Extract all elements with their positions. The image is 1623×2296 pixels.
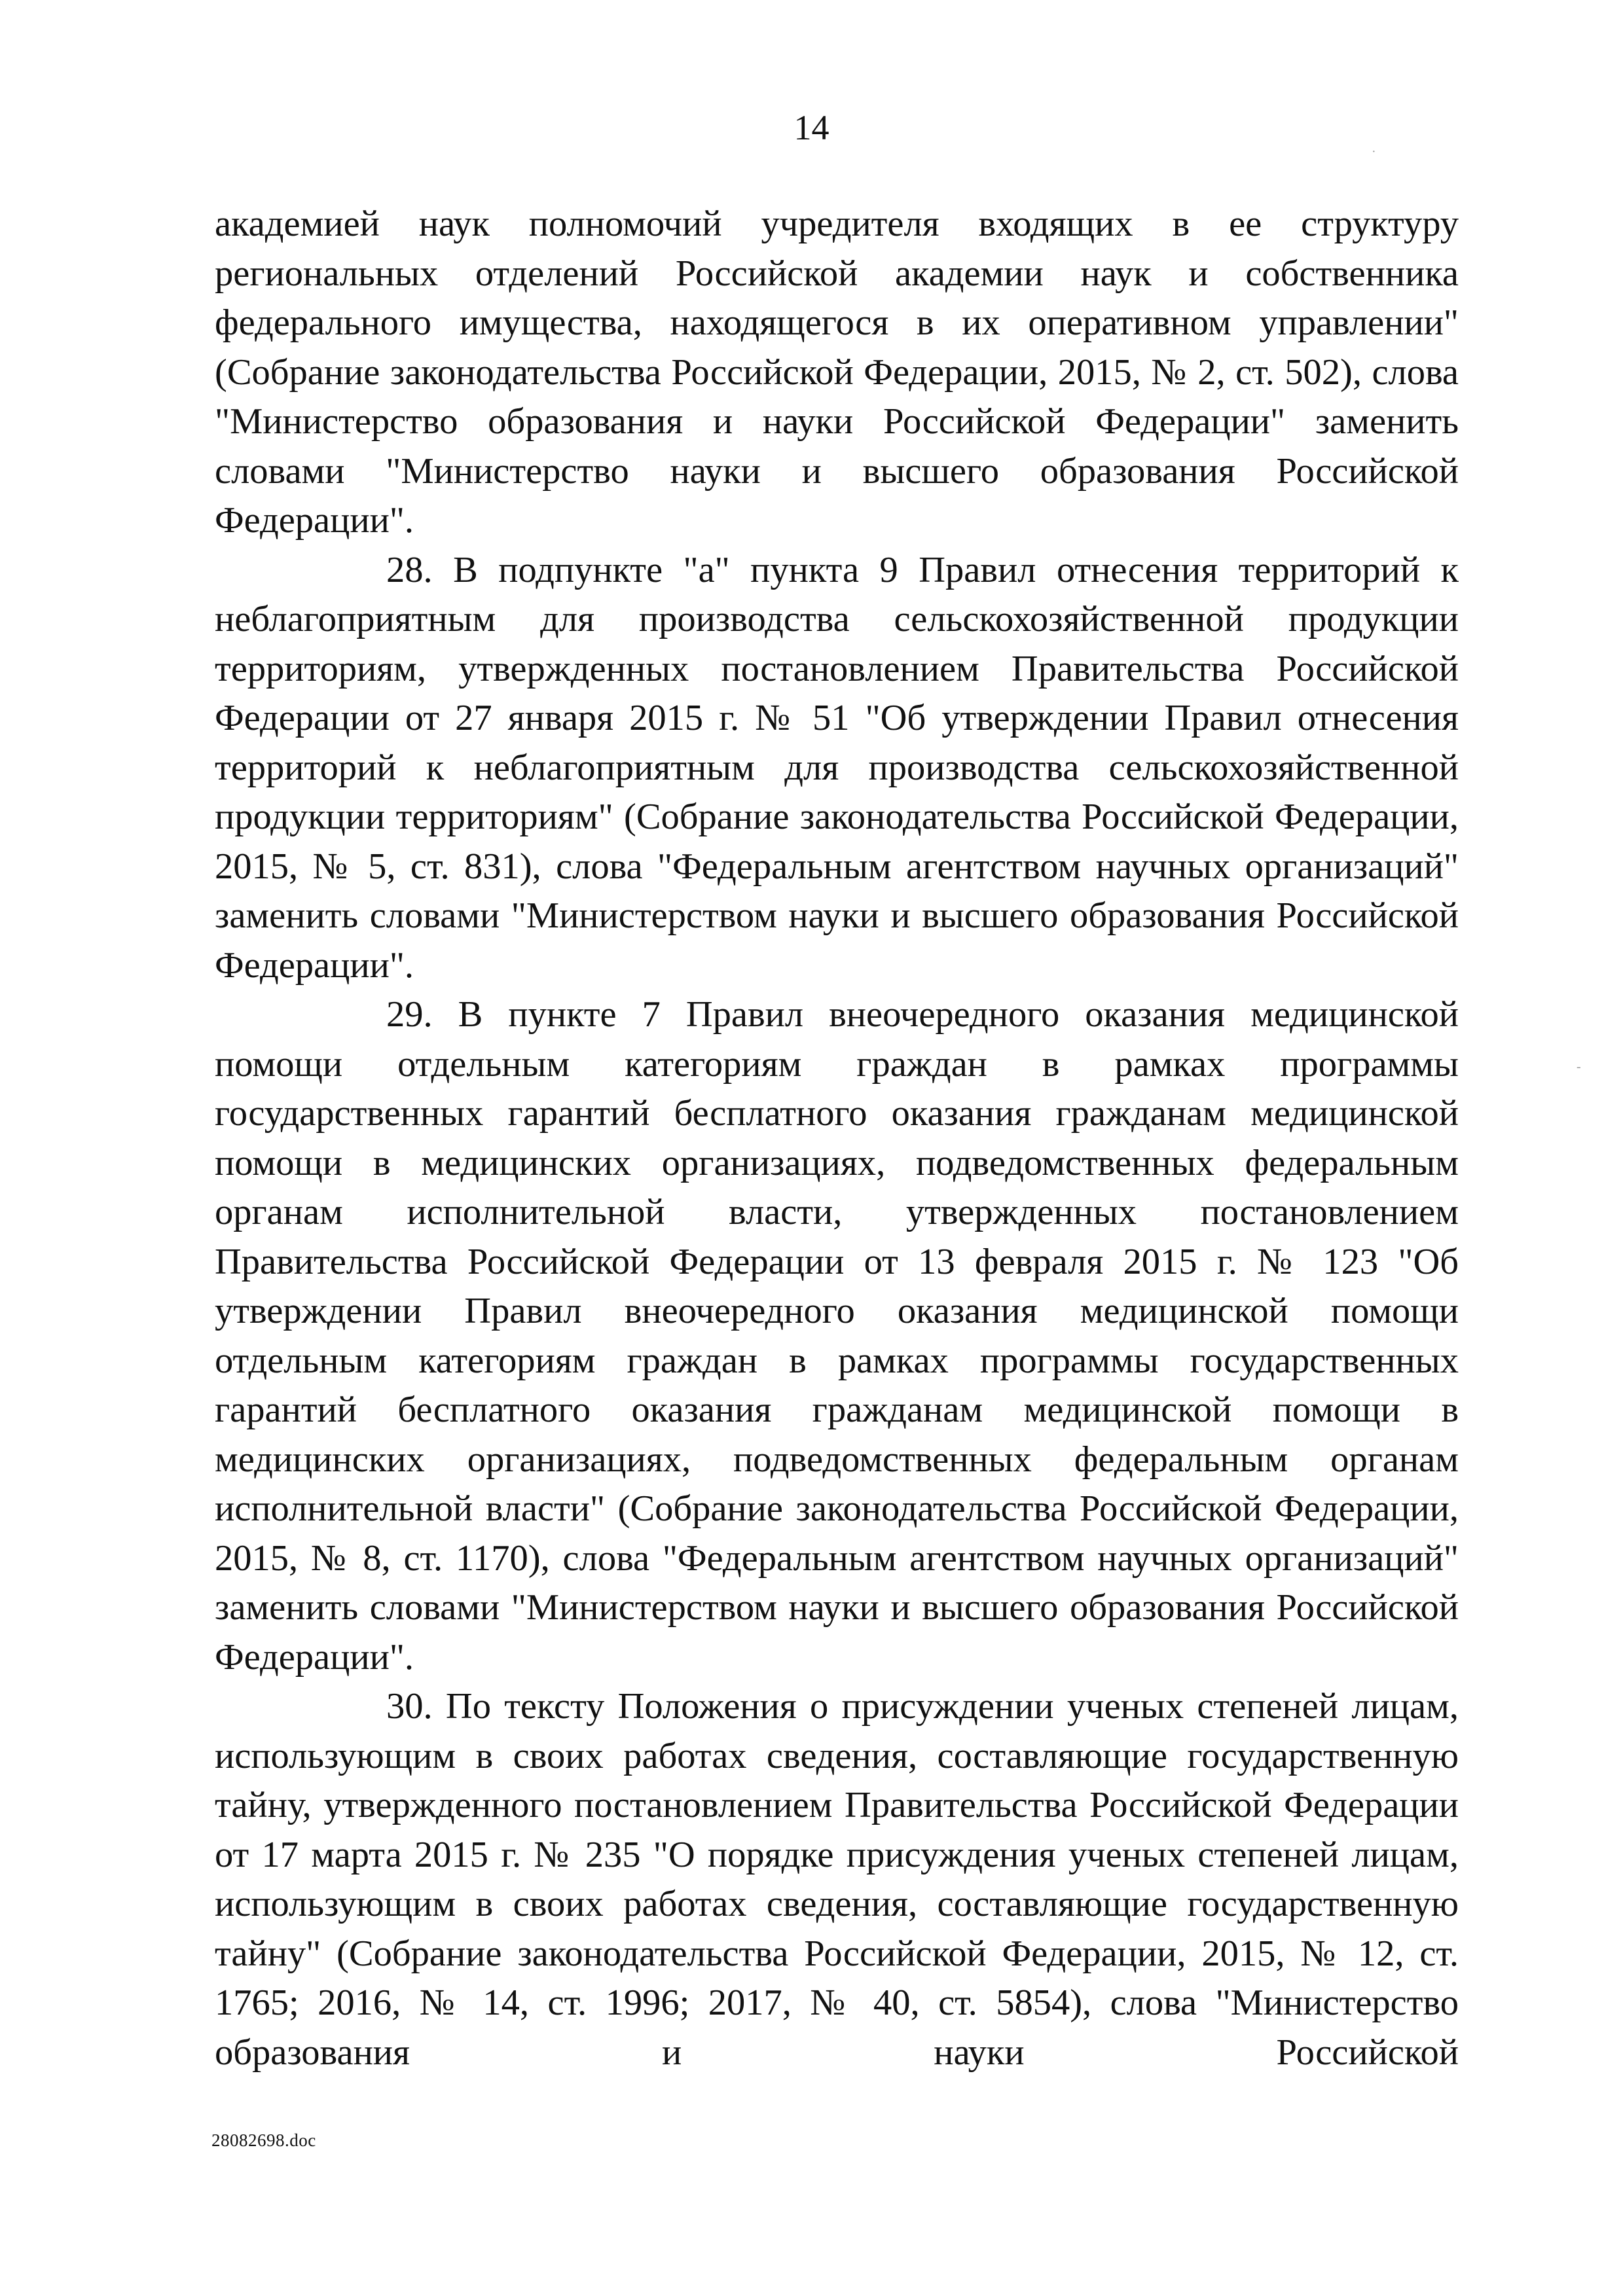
paragraph-continuation: академией наук полномочий учредителя входящих в ее структуру региональных отделений Российской академии наук и собственника федерального имущества, находящегося в их оперативном управлении" (Собрание законодательства Российской Федерации, 2015, № 2, ст. 502), слова "Министерство образования и науки Российской Федерации" заменить словами "Министерство науки и высшего образования Российской Федерации". — [215, 204, 1459, 541]
scan-speck: · — [1372, 145, 1376, 159]
footer-filename: 28082698.doc — [211, 2130, 316, 2150]
paragraph-item-29: 29. В пункте 7 Правил внеочередного оказания медицинской помощи отдельным категориям граждан в рамках программы государственных гарантий бесплатного оказания гражданам медицинской помощи в медицинских организациях, подведомственных федеральным органам исполнительной власти, утвержденных постановлением Правительства Российской Федерации от 13 февраля 2015 г. № 123 "Об утверждении Правил внеочередного оказания медицинской помощи отдельным категориям граждан в рамках программы государственных гарантий бесплатного оказания гражданам медицинской помощи в медицинских организациях, подведомственных федеральным органам исполнительной власти" (Собрание законодательства Российской Федерации, 2015, № 8, ст. 1170), слова "Федеральным агентством научных организаций" заменить словами "Министерством науки и высшего образования Российской Федерации". — [215, 994, 1459, 1677]
paragraph-item-30: 30. По тексту Положения о присуждении ученых степеней лицам, использующим в своих работах сведения, составляющие государственную тайну, утвержденного постановлением Правительства Российской Федерации от 17 марта 2015 г. № 235 "О порядке присуждения ученых степеней лицам, использующим в своих работах сведения, составляющие государственную тайну" (Собрание законодательства Российской Федерации, 2015, № 12, ст. 1765; 2016, № 14, ст. 1996; 2017, № 40, ст. 5854), слова "Министерство образования и науки Российской — [215, 1686, 1459, 2073]
scan-speck: - — [1577, 1060, 1581, 1074]
document-body — [215, 200, 1459, 2077]
page-number: 14 — [793, 108, 830, 147]
paragraph-item-28: 28. В подпункте "а" пункта 9 Правил отнесения территорий к неблагоприятным для производства сельскохозяйственной продукции территориям, утвержденных постановлением Правительства Российской Федерации от 27 января 2015 г. № 51 "Об утверждении Правил отнесения территорий к неблагоприятным для производства сельскохозяйственной продукции территориям" (Собрание законодательства Российской Федерации, 2015, № 5, ст. 831), слова "Федеральным агентством научных организаций" заменить словами "Министерством науки и высшего образования Российской Федерации". — [215, 549, 1459, 986]
